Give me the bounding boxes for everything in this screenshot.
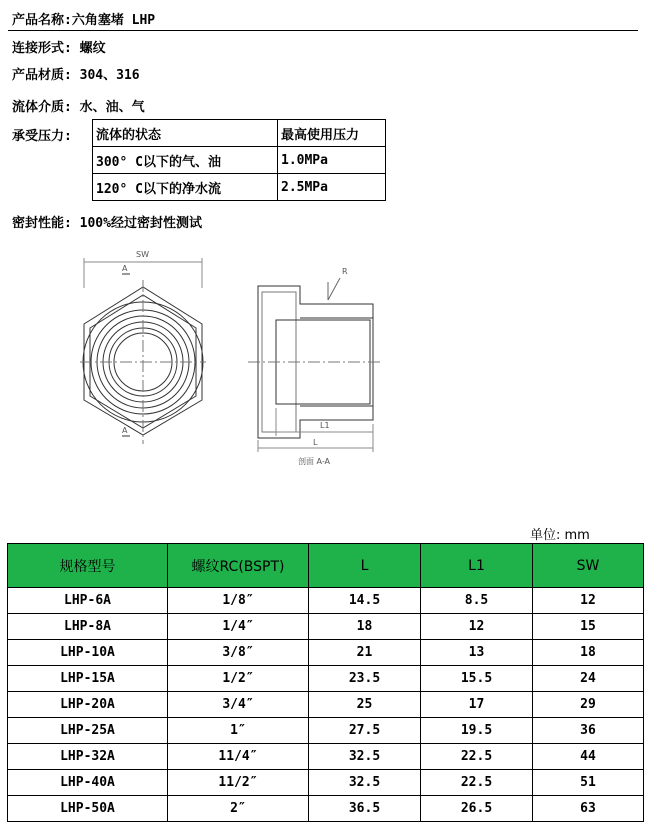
- unit-label: 单位: mm: [530, 528, 590, 543]
- table-cell: 18: [309, 614, 421, 640]
- a-label-top: A: [122, 264, 128, 273]
- table-cell: 23.5: [309, 666, 421, 692]
- column-header-l: L: [309, 544, 421, 588]
- pressure-cell: 120° C以下的净水流: [93, 174, 278, 201]
- table-row: [8, 640, 644, 666]
- hex-front-view: [80, 258, 206, 444]
- connection-type: 连接形式: 螺纹: [12, 41, 106, 56]
- table-cell: 1″: [168, 718, 309, 744]
- table-cell: 27.5: [309, 718, 421, 744]
- table-cell: 2″: [168, 796, 309, 822]
- table-cell: 12: [533, 588, 644, 614]
- table-row: [93, 120, 386, 147]
- table-cell: 11/2″: [168, 770, 309, 796]
- table-cell: 32.5: [309, 744, 421, 770]
- section-label: 剖面 A-A: [298, 457, 331, 466]
- table-cell: LHP-40A: [8, 770, 168, 796]
- table-cell: LHP-32A: [8, 744, 168, 770]
- table-header-row: [8, 544, 644, 588]
- a-label-bottom: A: [122, 426, 128, 435]
- l-label: L: [313, 438, 318, 447]
- table-row: [8, 666, 644, 692]
- pressure-table: [92, 119, 386, 201]
- column-header-l1: L1: [421, 544, 533, 588]
- column-header-model: 规格型号: [8, 544, 168, 588]
- table-cell: 51: [533, 770, 644, 796]
- technical-drawing: [70, 240, 400, 472]
- product-name: 产品名称:六角塞堵 LHP: [12, 13, 156, 28]
- table-cell: 26.5: [421, 796, 533, 822]
- table-cell: LHP-25A: [8, 718, 168, 744]
- material: 产品材质: 304、316: [12, 68, 140, 83]
- table-row: [93, 147, 386, 174]
- l1-label: L1: [320, 421, 330, 430]
- table-row: [8, 718, 644, 744]
- sealing-performance: 密封性能: 100%经过密封性测试: [12, 216, 202, 231]
- table-cell: LHP-50A: [8, 796, 168, 822]
- table-cell: 24: [533, 666, 644, 692]
- table-cell: 36.5: [309, 796, 421, 822]
- table-cell: 11/4″: [168, 744, 309, 770]
- table-cell: 36: [533, 718, 644, 744]
- table-cell: 15.5: [421, 666, 533, 692]
- table-row: [93, 174, 386, 201]
- table-cell: 32.5: [309, 770, 421, 796]
- table-cell: 12: [421, 614, 533, 640]
- table-row: [8, 744, 644, 770]
- table-row: [8, 796, 644, 822]
- table-cell: 18: [533, 640, 644, 666]
- table-row: [8, 692, 644, 718]
- table-cell: 1/4″: [168, 614, 309, 640]
- pressure-cell: 2.5MPa: [278, 174, 386, 201]
- pressure-header-state: 流体的状态: [93, 120, 278, 147]
- table-row: [8, 588, 644, 614]
- table-cell: 1/8″: [168, 588, 309, 614]
- table-cell: 29: [533, 692, 644, 718]
- table-cell: 22.5: [421, 744, 533, 770]
- divider: [8, 30, 638, 31]
- table-cell: 14.5: [309, 588, 421, 614]
- table-cell: 13: [421, 640, 533, 666]
- table-cell: LHP-20A: [8, 692, 168, 718]
- section-side-view: [248, 278, 382, 452]
- table-cell: LHP-8A: [8, 614, 168, 640]
- table-cell: 1/2″: [168, 666, 309, 692]
- r-label: R: [342, 267, 348, 276]
- column-header-sw: SW: [533, 544, 644, 588]
- table-cell: 3/4″: [168, 692, 309, 718]
- table-cell: LHP-6A: [8, 588, 168, 614]
- table-cell: 25: [309, 692, 421, 718]
- table-row: [8, 770, 644, 796]
- fluid-medium: 流体介质: 水、油、气: [12, 100, 145, 115]
- table-cell: 19.5: [421, 718, 533, 744]
- table-cell: 17: [421, 692, 533, 718]
- pressure-cell: 1.0MPa: [278, 147, 386, 174]
- table-cell: LHP-15A: [8, 666, 168, 692]
- spec-table: [7, 543, 644, 822]
- table-cell: LHP-10A: [8, 640, 168, 666]
- table-cell: 44: [533, 744, 644, 770]
- table-cell: 3/8″: [168, 640, 309, 666]
- pressure-header-max: 最高使用压力: [278, 120, 386, 147]
- table-cell: 21: [309, 640, 421, 666]
- table-cell: 8.5: [421, 588, 533, 614]
- table-cell: 15: [533, 614, 644, 640]
- table-cell: 22.5: [421, 770, 533, 796]
- column-header-thread: 螺纹RC(BSPT): [168, 544, 309, 588]
- table-row: [8, 614, 644, 640]
- pressure-label: 承受压力:: [12, 129, 72, 144]
- pressure-cell: 300° C以下的气、油: [93, 147, 278, 174]
- table-cell: 63: [533, 796, 644, 822]
- sw-label: SW: [136, 250, 149, 259]
